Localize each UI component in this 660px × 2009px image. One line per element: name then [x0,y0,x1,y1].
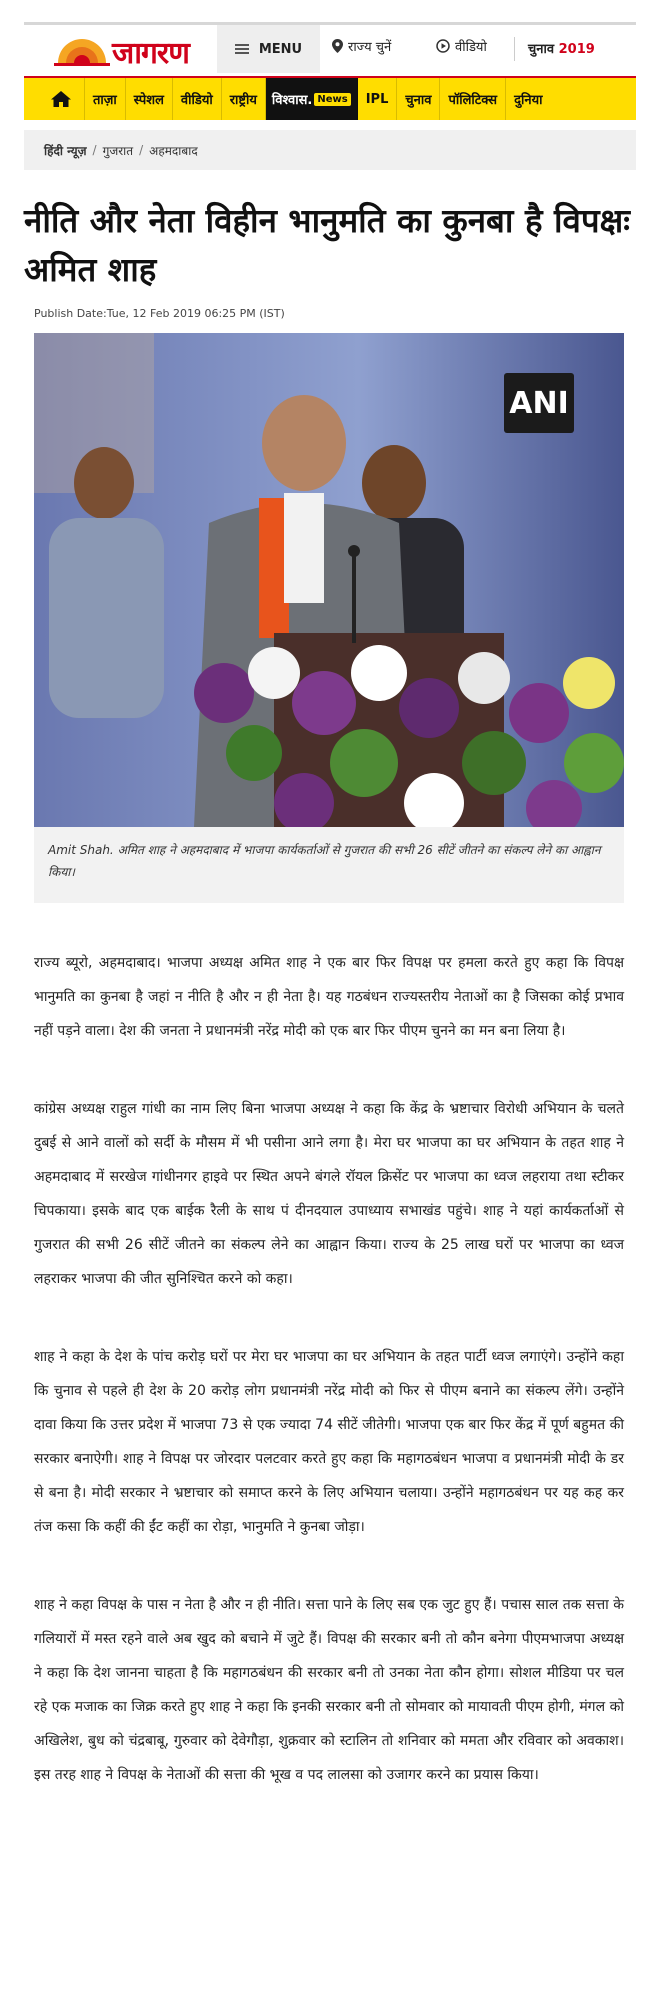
main-nav [24,76,636,120]
article-body [34,946,624,1836]
header-divider [514,37,515,61]
photo-caption: Amit Shah. अमित शाह ने अहमदाबाद में भाजपा कार्यकर्ताओं से गुजरात की सभी 26 सीटें जीतने का संकल्प लेने का आह्वान किया। [34,827,624,903]
election-year: 2019 [558,42,595,57]
site-header [24,22,636,76]
article-photo [34,333,624,827]
article-paragraph: कांग्रेस अध्यक्ष राहुल गांधी का नाम लिए बिना भाजपा अध्यक्ष ने कहा कि केंद्र के भ्रष्टाचार विरोधी अभियान के चलते दुबई से आने वालों को सर्दी के मौसम में भी पसीना आने लगा है। मेरा घर भाजपा का घर अभियान के तहत शाह ने अहमदाबाद में सरखेज गांधीनगर हाइवे पर स्थित अपने बंगले रॉयल क्रिसेंट पर भाजपा का ध्वज लहराया तथा स्टीकर चिपकाया। इसके बाद एक बाईक रैली के साथ पं दीनदयाल उपाध्याय सभाखंड पहुंचे। शाह ने यहां कार्यकर्ताओं से गुजरात की सभी 26 सीटें जीतने का संकल्प लेने का आह्वान किया। राज्य के 25 लाख घरों पर भाजपा का ध्वज लहराकर भाजपा की जीत सुनिश्चित करने को कहा। [34,1101,624,1287]
speech-stage-photo [34,333,624,827]
article-paragraph: राज्य ब्यूरो, अहमदाबाद। भाजपा अध्यक्ष अमित शाह ने एक बार फिर विपक्ष पर हमला करते हुए कहा कि विपक्ष भानुमति का कुनबा है जहां न नीति है और न ही नेता है। यह गठबंधन राज्यस्तरीय नेताओं का है जिसका कोई प्रभाव नहीं पड़ने वाला। देश की जनता ने प्रधानमंत्री नरेंद्र मोदी को एक बार फिर पीएम चुनने का मन बना लिया है। [34,955,624,1039]
breadcrumb-separator: / [139,143,144,157]
select-state-link[interactable] [332,37,391,55]
hamburger-icon [235,44,249,54]
home-icon [50,90,72,108]
vishwas-label: विश्वास. [271,93,313,108]
nav-home[interactable] [24,78,85,120]
nav-item-politics[interactable]: पॉलिटिक्स [440,78,506,120]
breadcrumb-gujarat[interactable]: गुजरात [102,143,134,158]
vishwas-news-badge: News [314,93,350,106]
play-circle-icon [436,39,450,53]
breadcrumb-ahmedabad[interactable]: अहमदाबाद [149,143,198,158]
nav-item-ipl[interactable]: IPL [358,78,398,120]
video-label: वीडियो [455,40,487,55]
nav-item-national[interactable]: राष्ट्रीय [222,78,266,120]
nav-item-world[interactable]: दुनिया [514,93,543,108]
location-pin-icon [332,39,343,53]
nav-item-vishwas-news[interactable] [266,78,358,120]
logo-text: जागरण [112,36,189,71]
photo-watermark: ANI [509,386,569,421]
menu-label: MENU [258,41,303,57]
breadcrumb-separator: / [92,143,97,157]
article-headline: नीति और नेता विहीन भानुमति का कुनबा है विपक्षः अमित शाह [24,201,630,289]
breadcrumb-hindi-news[interactable]: हिंदी न्यूज़ [44,143,87,158]
video-link[interactable] [436,37,487,55]
nav-item-special[interactable]: स्पेशल [126,78,173,120]
nav-item-election[interactable]: चुनाव [397,78,440,120]
nav-item-video[interactable]: वीडियो [173,78,222,120]
article-paragraph: शाह ने कहा विपक्ष के पास न नेता है और न ही नीति। सत्ता पाने के लिए सब एक जुट हुए हैं। पचास साल तक सत्ता के गलियारों में मस्त रहने वाले अब खुद को बचाने में जुटे हैं। विपक्ष की सरकार बनी तो कौन बनेगा पीएमभाजपा अध्यक्ष ने कहा कि देश जानना चाहता है कि महागठबंधन की सरकार बनी तो उनका नेता कौन होगा। सोशल मीडिया पर चल रहे एक मजाक का जिक्र करते हुए शाह ने कहा कि इनकी सरकार बनी तो सोमवार को मायावती पीएम होगी, मंगल को अखिलेश, बुध को चंद्रबाबू, गुरुवार को देवेगौड़ा, शुक्रवार को स्टालिन तो शनिवार को ममता और रविवार को अवकाश। इस तरह शाह ने विपक्ष के नेताओं की सत्ता की भूख व पद लालसा को उजागर करने का प्रयास किया। [34,1597,624,1783]
sunrise-logo-icon [54,37,110,67]
election-2019-link[interactable] [528,39,595,57]
nav-item-taza[interactable]: ताज़ा [85,78,126,120]
menu-button[interactable] [217,25,320,73]
publish-date: Publish Date:Tue, 12 Feb 2019 06:25 PM (IST) [34,307,285,320]
jagran-logo[interactable] [54,31,214,71]
breadcrumb [24,130,636,170]
article-paragraph: शाह ने कहा के देश के पांच करोड़ घरों पर मेरा घर भाजपा का घर अभियान के तहत पार्टी ध्वज लगाएंगे। उन्होंने कहा कि चुनाव से पहले ही देश के 20 करोड़ लोग प्रधानमंत्री नरेंद्र मोदी को फिर से पीएम बनाने का संकल्प लेंगे। उन्होंने दावा किया कि उत्तर प्रदेश में भाजपा 73 से एक ज्यादा 74 सीटें जीतेगी। भाजपा एक बार फिर केंद्र में पूर्ण बहुमत की सरकार बनाऐगी। शाह ने विपक्ष पर जोरदार पलटवार करते हुए कहा कि महागठबंधन भाजपा व प्रधानमंत्री मोदी के डर से बना है। मोदी सरकार ने भ्रष्टाचार को समाप्त करने के लिए अभियान चलाया। उन्होंने महागठबंधन पर यह कह कर तंज कसा कि कहीं की ईंट कहीं का रोड़ा, भानुमति ने कुनबा जोड़ा। [34,1349,624,1535]
state-label: राज्य चुनें [348,40,392,55]
election-label: चुनाव [528,42,555,57]
